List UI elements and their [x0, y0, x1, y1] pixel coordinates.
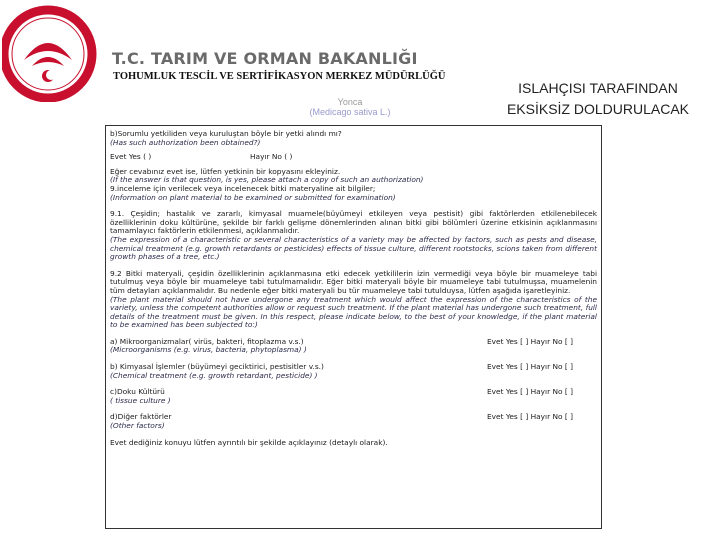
item-label-en: ( tissue culture ) — [110, 395, 171, 405]
center-name: TOHUMLUK TESCİL VE SERTİFİKASYON MERKEZ MÜDÜRLÜĞÜ — [113, 71, 446, 82]
question-item — [110, 363, 597, 380]
item-answer[interactable]: Evet Yes [ ] Hayır No [ ] — [487, 362, 573, 372]
section-9-2-en: (The plant material should not have undergone any treatment which would affect the expression of the characteristics of the variety, unless the competent authorities allow or request such treatment. If the plant material has undergone such treatment, full details of the treatment must be given. In this respect, please indicate below, to the best of your knowledge, if the plant material to be examined has been subjected to:) — [110, 294, 597, 330]
note-line-1: ISLAHÇISI TARAFINDAN — [518, 80, 678, 96]
question-item — [110, 388, 597, 405]
ministry-emblem — [2, 2, 102, 102]
question-item — [110, 338, 597, 355]
info-title-en: (Information on plant material to be examined or submitted for examination) — [110, 192, 396, 202]
item-answer[interactable]: Evet Yes [ ] Hayır No [ ] — [487, 412, 573, 422]
item-label: d)Diğer faktörler — [110, 412, 172, 422]
page-title: Yonca — [337, 97, 363, 107]
ministry-name: T.C. TARIM VE ORMAN BAKANLIĞI — [112, 49, 418, 68]
application-form — [105, 125, 602, 529]
yes-option[interactable]: Evet Yes ( ) — [110, 152, 152, 162]
no-option[interactable]: Hayır No ( ) — [250, 152, 293, 162]
question-b: b)Sorumlu yetkiliden veya kuruluştan böyle bir yetki alındı mı? — [110, 129, 342, 138]
item-label: c)Doku Kültürü — [110, 387, 165, 397]
item-label-en: (Chemical treatment (e.g. growth retardant, pesticide) ) — [110, 370, 318, 380]
info-title: 9.inceleme için verilecek veya incelenecek bitki materyaline ait bilgiler; — [110, 183, 376, 193]
item-label-en: (Microorganisms (e.g. virus, bacteria, phytoplasma) ) — [110, 345, 307, 355]
form-footer: Evet dediğiniz konuyu lütfen ayrıntılı bir şekilde açıklayınız (detaylı olarak). — [110, 437, 388, 447]
page-subtitle: (Medicago sativa L.) — [309, 107, 391, 117]
fill-instruction-note — [498, 78, 698, 120]
item-answer[interactable]: Evet Yes [ ] Hayır No [ ] — [487, 336, 573, 346]
section-9-2: 9.2 Bitki materyali, çeşidin özelliklerinin açıklanmasına etki edecek yetkililerin izin vermediği veya böyle bir muameleye tabi tutulmuş veya böyle bir muameleye tabi tutulmamalıdır. Eğer bitki materyali böyle bir muameleye tabi tutulmuşsa, muamelenin tüm detayları açıklanmalıdır. Bu nedenle eğer bitki materyali bu tür muameleye tabi tutulduysa, lütfen aşağıda işaretleyiniz. — [110, 268, 597, 295]
section-9-1: 9.1. Çeşidin; hastalık ve zararlı, kimyasal muamele(büyümeyi etkileyen veya pestisit) gibi faktörlerden etkilenebilecek özelliklerinin doku kültürüne, şekilde bir farklı gelişme dönemlerinden alınan bitki gibi bölümleri üzerine etkisinin açıklanmasını tamamlayıcı faktörlerin etkilenmesi, açıklanmalıdır. — [110, 209, 597, 236]
question-b-en: (Has such authorization been obtained?) — [110, 137, 261, 147]
question-item — [110, 413, 597, 430]
if-yes-text: Eğer cevabınız evet ise, lütfen yetkinin bir kopyasını ekleyiniz. — [110, 166, 341, 176]
note-line-2: EKSİKSİZ DOLDURULACAK — [506, 101, 690, 117]
page-heading — [280, 97, 420, 117]
item-label-en: (Other factors) — [110, 421, 165, 431]
section-9-1-en: (The expression of a characteristic or several characteristics of a variety may be affected by factors, such as pests and disease, chemical treatment (e.g. growth retardants or pesticides) effects of tissue culture, different rootstocks, scions taken from different growth phases of a tree, etc.) — [110, 234, 597, 262]
item-answer[interactable]: Evet Yes [ ] Hayır No [ ] — [487, 387, 573, 397]
item-label: b) Kimyasal İşlemler (büyümeyi geciktirici, pestisitler v.s.) — [110, 362, 324, 372]
if-yes-text-en: (If the answer is that question, is yes, please attach a copy of such an authorization) — [110, 175, 424, 185]
item-label: a) Mikroorganizmalar( virüs, bakteri, fitoplazma v.s.) — [110, 336, 304, 346]
